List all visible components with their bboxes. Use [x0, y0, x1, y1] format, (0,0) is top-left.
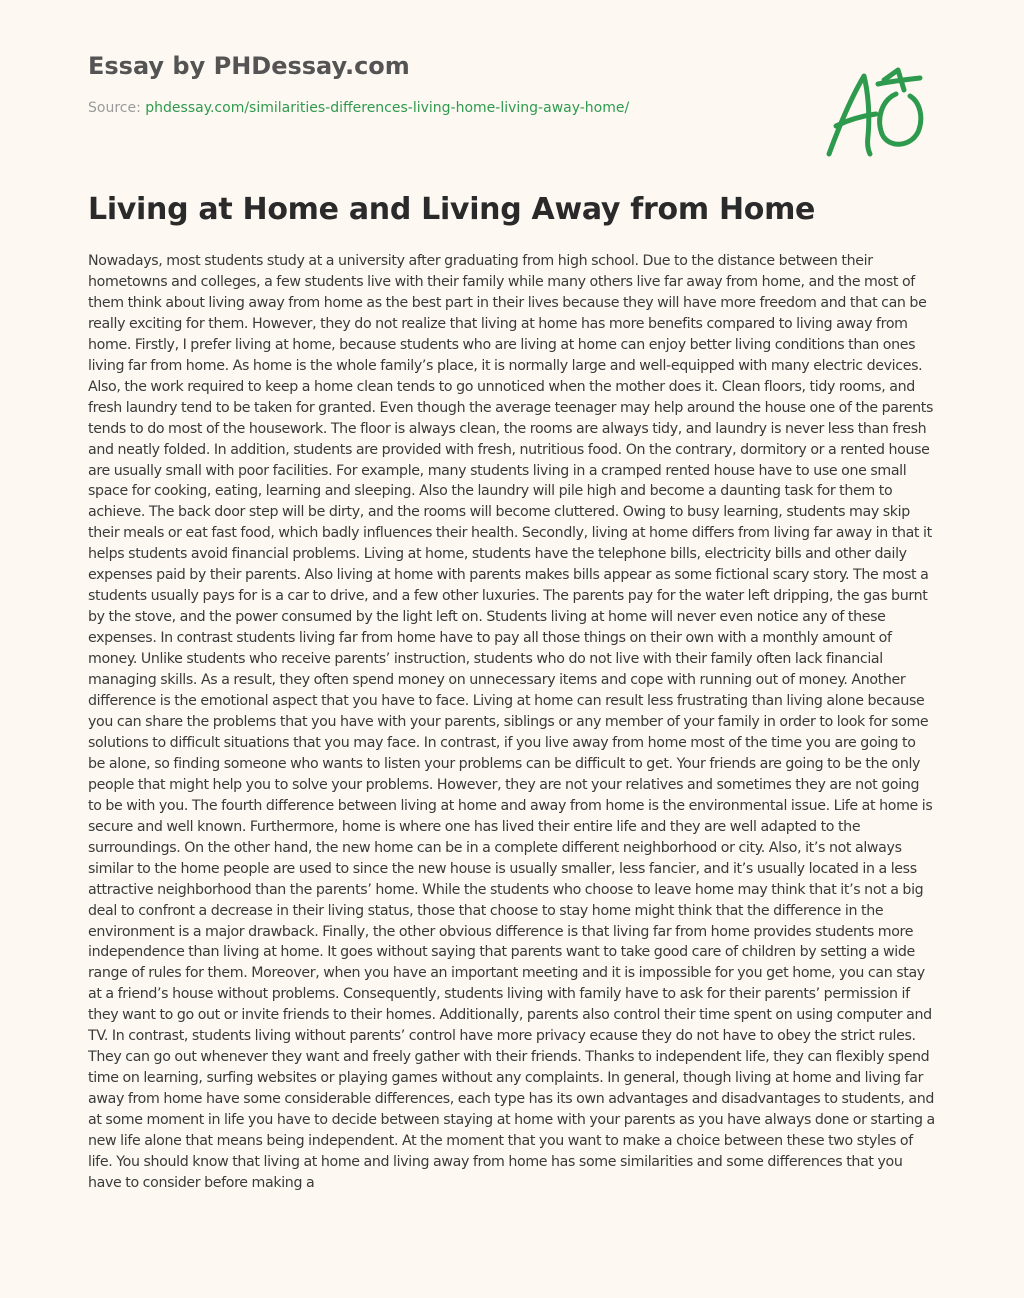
source-line — [88, 98, 788, 118]
source-label: Source: — [88, 100, 146, 116]
essay-title: Living at Home and Living Away from Home — [88, 192, 816, 227]
text-fade-overlay — [0, 1236, 1024, 1298]
site-title: Essay by PHDessay.com — [88, 52, 410, 80]
page-header — [88, 50, 788, 118]
a-plus-grade-icon — [822, 62, 928, 162]
essay-body: Nowadays, most students study at a university after graduating from high school. Due to the distance between their hometowns and colleges, a few students live with their family while many others live far away from home, and the most of them think about living away from home as the best part in their lives because they will have more freedom and that can be really exciting for them. However, they do not realize that living at home has more benefits compared to living away from home. Firstly, I prefer living at home, because students who are living at home can enjoy better living conditions than ones living far from home. As home is the whole family’s place, it is normally large and well-equipped with many electric devices. Also, the work required to keep a home clean tends to go unnoticed when the mother does it. Clean floors, tidy rooms, and fresh laundry tend to be taken for granted. Even though the average teenager may help around the house one of the parents tends to do most of the housework. The floor is always clean, the rooms are always tidy, and laundry is never less than fresh and neatly folded. In addition, students are provided with fresh, nutritious food. On the contrary, dormitory or a rented house are usually small with poor facilities. For example, many students living in a cramped rented house have to use one small space for cooking, eating, learning and sleeping. Also the laundry will pile high and become a daunting task for them to achieve. The back door step will be dirty, and the rooms will become cluttered. Owing to busy learning, students may skip their meals or eat fast food, which badly influences their health. Secondly, living at home differs from living far away in that it helps students avoid financial problems. Living at home, students have the telephone bills, electricity bills and other daily expenses paid by their parents. Also living at home with parents makes bills appear as some fictional scary story. The most a students usually pays for is a car to drive, and a few other luxuries. The parents pay for the water left dripping, the gas burnt by the stove, and the power consumed by the light left on. Students living at home will never even notice any of these expenses. In contrast students living far from home have to pay all those things on their own with a monthly amount of money. Unlike students who receive parents’ instruction, students who do not live with their family often lack financial managing skills. As a result, they often spend money on unnecessary items and cope with running out of money. Another difference is the emotional aspect that you have to face. Living at home can result less frustrating than living alone because you can share the problems that you have with your parents, siblings or any member of your family in order to look for some solutions to difficult situations that you may face. In contrast, if you live away from home most of the time you are going to be alone, so finding someone who wants to listen your problems can be difficult to get. Your friends are going to be the only people that might help you to solve your problems. However, they are not your relatives and sometimes they are not going to be with you. The fourth difference between living at home and away from home is the environmental issue. Life at home is secure and well known. Furthermore, home is where one has lived their entire life and they are well adapted to the surroundings. On the other hand, the new home can be in a complete different neighborhood or city. Also, it’s not always similar to the home people are used to since the new house is usually smaller, less fancier, and it’s usually located in a less attractive neighborhood than the parents’ home. While the students who choose to leave home may think that it’s not a big deal to confront a decrease in their living status, those that choose to stay home might think that the difference in the environment is a major drawback. Finally, the other obvious difference is that living far from home provides students more independence than living at home. It goes without saying that parents want to take good care of children by setting a wide range of rules for them. Moreover, when you have an important meeting and it is impossible for you get home, you can stay at a friend’s house without problems. Consequently, students living with family have to ask for their parents’ permission if they want to go out or invite friends to their homes. Additionally, parents also control their time spent on using computer and TV. In contrast, students living without parents’ control have more privacy ecause they do not have to obey the strict rules. They can go out whenever they want and freely gather with their friends. Thanks to independent life, they can flexibly spend time on learning, surfing websites or playing games without any complaints. In general, though living at home and living far away from home have some considerable differences, each type has its own advantages and disadvantages to students, and at some moment in life you have to decide between staying at home with your parents as you have always done or starting a new life alone that means being independent. At the moment that you want to make a choice between these two styles of life. You should know that living at home and living away from home has some similarities and some differences that you have to consider before making a — [88, 253, 935, 1191]
source-link[interactable]: phdessay.com/similarities-differences-living-home-living-away-home/ — [145, 100, 630, 116]
